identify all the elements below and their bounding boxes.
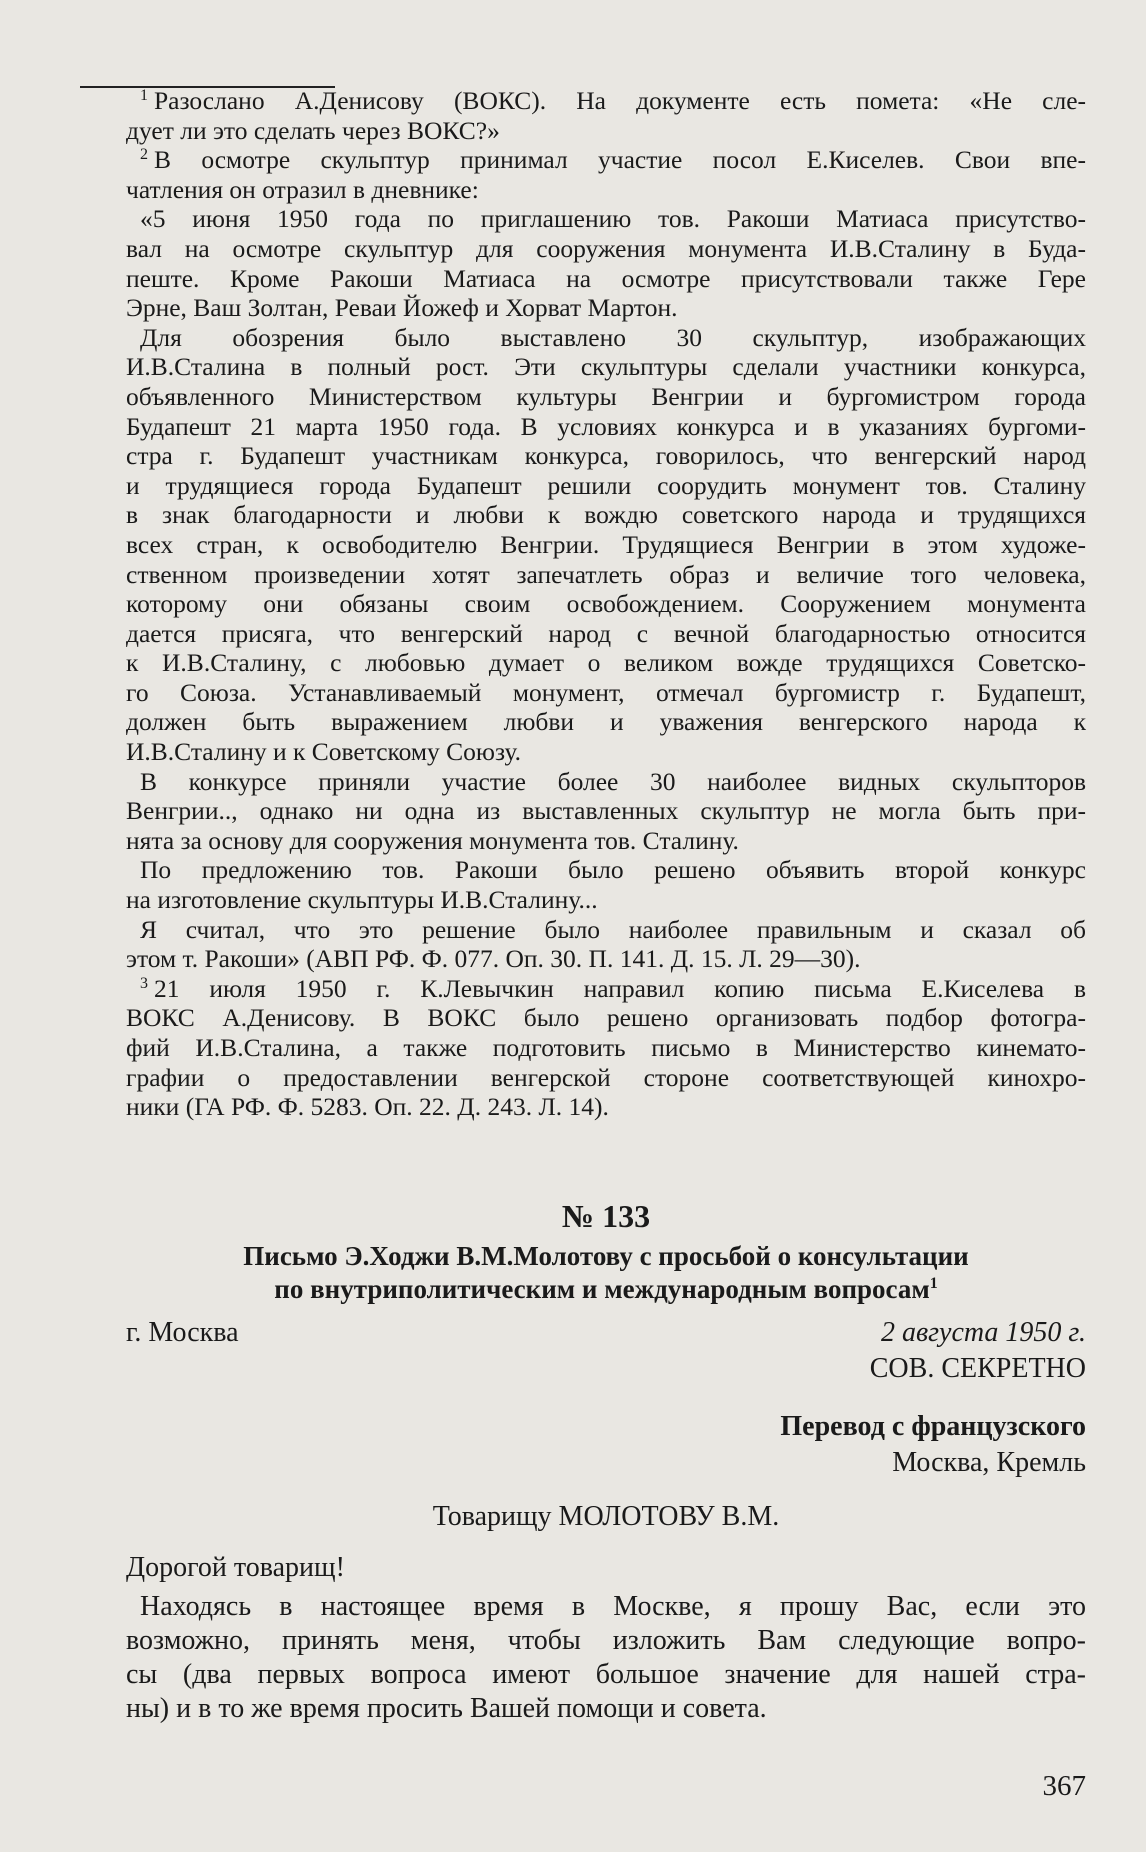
text-line: которому они обязаны своим освобождением. Сооружением монумента: [126, 589, 1086, 619]
footnote-1-line-2: дует ли это сделать через ВОКС?»: [126, 115, 500, 145]
location-row: [126, 1446, 1086, 1480]
text-line: Для обозрения было выставлено 30 скульптур, изображающих: [140, 322, 1086, 352]
footnote-2-paragraph-5: [126, 915, 1086, 974]
document-title-line-2: по внутриполитическим и международным вопросам$^1$: [274, 1274, 938, 1304]
document-date: 2 августа 1950 г.: [880, 1317, 1086, 1348]
document-heading: [126, 1196, 1086, 1306]
text-line: Эрне, Ваш Золтан, Реваи Йожеф и Хорват Мартон.: [126, 293, 678, 323]
text-line: должен быть выражением любви и уважения венгерского народа к: [126, 707, 1086, 737]
text-line: Я считал, что это решение было наиболее правильным и сказал об: [140, 914, 1086, 944]
addressee: Товарищу МОЛОТОВУ В.М.: [432, 1501, 780, 1532]
text-line: ны) и в то же время просить Вашей помощи и совета.: [126, 1693, 767, 1724]
text-line: к И.В.Сталину, с любовью думает о великом вожде трудящихся Советско-: [126, 648, 1086, 678]
text-line: нята за основу для сооружения монумента тов. Сталину.: [126, 825, 739, 855]
text-line: объявленного Министерством культуры Венгрии и бургомистром города: [126, 381, 1086, 411]
footnote-2-marker: 2: [140, 146, 148, 164]
text-line: этом т. Ракоши» (АВП РФ. Ф. 077. Оп. 30. П. 141. Д. 15. Л. 29—30).: [126, 944, 861, 974]
text-line: ВОКС А.Денисову. В ВОКС было решено организовать подбор фотогра-: [126, 1003, 1086, 1033]
page-number: 367: [1042, 1770, 1086, 1802]
footnote-2-line-2: чатления он отразил в дневнике:: [126, 174, 479, 204]
salutation: Дорогой товарищ!: [126, 1552, 345, 1583]
text-line: го Союза. Устанавливаемый монумент, отмечал бургомистр г. Будапешт,: [126, 677, 1086, 707]
footnote-2-paragraph-1: [126, 204, 1086, 322]
footnote-3-line-1: $^3$ 21 июля 1950 г. К.Левычкин направил копию письма Е.Киселева в: [140, 973, 1086, 1003]
document-place: г. Москва: [126, 1317, 239, 1348]
text-line: И.В.Сталину и к Советскому Союзу.: [126, 737, 522, 767]
text-line: «5 июня 1950 года по приглашению тов. Ракоши Матиаса присутство-: [140, 204, 1086, 234]
classification-row: [126, 1352, 1086, 1386]
text-line: графии о предоставлении венгерской стороне соответствующей кинохро-: [126, 1062, 1086, 1092]
text-line: ники (ГА РФ. Ф. 5283. Оп. 22. Д. 243. Л. 14).: [126, 1092, 609, 1122]
document-title-line-1: Письмо Э.Ходжи В.М.Молотову с просьбой о консультации: [243, 1241, 969, 1271]
footnote-2-paragraph-4: [126, 855, 1086, 914]
text-line: И.В.Сталина в полный рост. Эти скульптуры сделали участники конкурса,: [126, 352, 1086, 382]
text-line: на изготовление скульптуры И.В.Сталину...: [126, 885, 598, 915]
footnotes-block: [126, 86, 1086, 1122]
translation-note-row: [126, 1410, 1086, 1444]
footnote-3-marker: 3: [140, 974, 148, 992]
classification-stamp: СОВ. СЕКРЕТНО: [869, 1353, 1086, 1384]
text-line: всех стран, к освободителю Венгрии. Трудящиеся Венгрии в этом художе-: [126, 529, 1086, 559]
text-line: пеште. Кроме Ракоши Матиаса на осмотре присутствовали также Гере: [126, 263, 1086, 293]
text-line: и трудящиеся города Будапешт решили соорудить монумент тов. Сталину: [126, 470, 1086, 500]
text-line: фий И.В.Сталина, а также подготовить письмо в Министерство кинемато-: [126, 1033, 1086, 1062]
document-location: Москва, Кремль: [892, 1447, 1086, 1478]
place-date-row: [126, 1316, 1086, 1350]
translation-note: Перевод с французского: [780, 1411, 1086, 1442]
text-line: По предложению тов. Ракоши было решено объявить второй конкурс: [140, 855, 1086, 885]
text-line: ственном произведении хотят запечатлеть образ и величие того человека,: [126, 559, 1086, 589]
text-line: Будапешт 21 марта 1950 года. В условиях конкурса и в указаниях бургоми-: [126, 411, 1086, 441]
footnote-2-paragraph-3: [126, 767, 1086, 856]
text-line: сы (два первых вопроса имеют большое значение для нашей стра-: [126, 1659, 1086, 1690]
footnote-1-marker: 1: [140, 87, 148, 104]
text-line: дается присяга, что венгерский народ с вечной благодарностью относится: [126, 618, 1086, 648]
title-footnote-marker: 1: [929, 1275, 938, 1292]
letter-body: [126, 1590, 1086, 1726]
footnote-2-paragraph-2: [126, 323, 1086, 767]
footnote-2-line-1: $^2$ В осмотре скульптур принимал участие посол Е.Киселев. Свои впе-: [140, 145, 1086, 175]
salutation-row: [126, 1551, 1086, 1585]
addressee-row: [126, 1500, 1086, 1534]
document-number: № 133: [561, 1198, 651, 1234]
text-line: Находясь в настоящее время в Москве, я прошу Вас, если это: [140, 1591, 1086, 1622]
text-line: вал на осмотре скульптур для сооружения монумента И.В.Сталину в Буда-: [126, 233, 1086, 263]
text-line: в знак благодарности и любви к вождю советского народа и трудящихся: [126, 500, 1086, 530]
footnote-3: [126, 974, 1086, 1122]
text-line: Венгрии.., однако ни одна из выставленных скульптур не могла быть при-: [126, 796, 1086, 826]
text-line: В конкурсе приняли участие более 30 наиболее видных скульпторов: [140, 766, 1086, 796]
text-line: стра г. Будапешт участникам конкурса, говорилось, что венгерский народ: [126, 441, 1086, 471]
text-line: возможно, принять меня, чтобы изложить Вам следующие вопро-: [126, 1625, 1086, 1656]
footnote-1-line-1: $^1$ Разослано А.Денисову (ВОКС). На документе есть помета: «Не сле-: [140, 86, 1086, 115]
